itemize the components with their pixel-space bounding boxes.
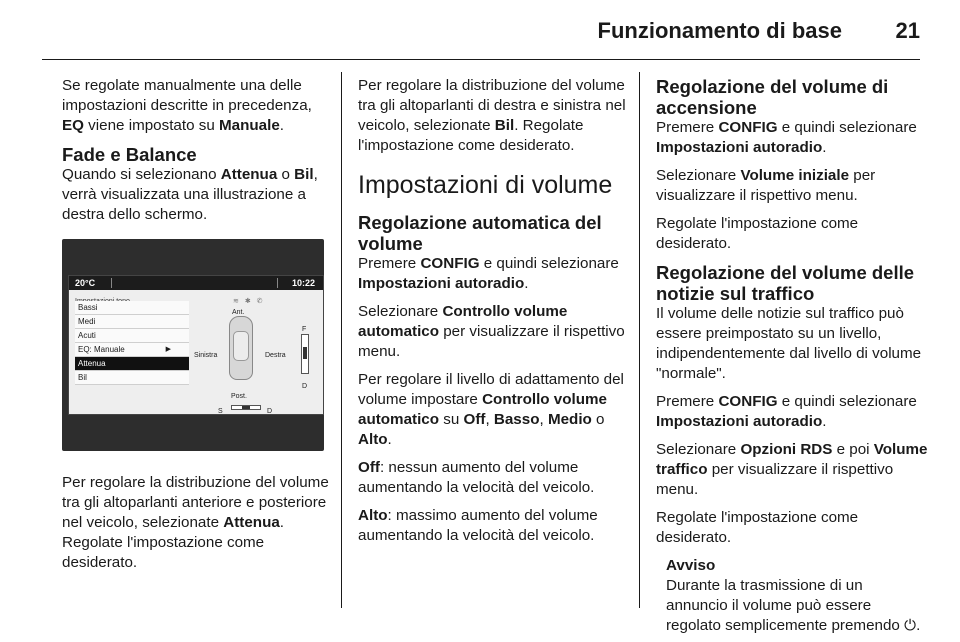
traffic-volume-intro: Il volume delle notizie sul traffico può essere preimpostato su un livello, indipendentemente dal livello di volume "normale". [656, 305, 922, 382]
fade-balance-heading: Fade e Balance [62, 144, 197, 165]
infotainment-screen [68, 275, 324, 415]
car-cabin [233, 331, 249, 361]
fade-slider-knob[interactable] [303, 347, 307, 359]
auto-volume-off: Off: nessun aumento del volume aumentando la velocità del veicolo. [358, 459, 595, 496]
label-rear: Post. [231, 393, 247, 400]
menu-item[interactable]: Medi [75, 315, 189, 329]
fade-paragraph: Quando si selezionano Attenua o Bil, verrà visualizzata una illustrazione a destra dello schermo. [62, 166, 318, 223]
section-heading: Impostazioni di volume [358, 171, 613, 199]
on-volume-step-3: Regolate l'impostazione come desiderato. [656, 215, 859, 252]
traffic-volume-heading: Regolazione del volume delle notizie sul traffico [656, 262, 915, 304]
label-right: Destra [265, 352, 286, 359]
attenua-paragraph: Per regolare la distribuzione del volume tra gli altoparlanti anteriore e posteriore nel veicolo, selezionate Attenua. Regolate l'impostazione come desiderato. [62, 474, 329, 571]
menu-item[interactable]: Attenua [75, 357, 189, 371]
fade-balance-screenshot [62, 239, 324, 451]
label-left: Sinistra [194, 352, 218, 359]
fade-slider[interactable] [301, 334, 309, 374]
tone-settings-menu [75, 301, 189, 385]
menu-item[interactable]: Acuti [75, 329, 189, 343]
status-separator [277, 278, 278, 288]
column-divider-1 [341, 72, 342, 608]
column-3 [656, 76, 928, 636]
balance-slider-knob[interactable] [242, 406, 250, 409]
header-divider [42, 59, 920, 60]
auto-volume-step-2: Selezionare Controllo volume automatico per visualizzare il rispettivo menu. [358, 303, 625, 360]
status-bar [69, 276, 323, 290]
balance-paragraph: Per regolare la distribuzione del volume tra gli altoparlanti di destra e sinistra nel veicolo, selezionate Bil. Regolate l'impostazione come desiderato. [358, 77, 626, 154]
page-number: 21 [895, 18, 920, 43]
label-front: Ant. [232, 309, 245, 316]
balance-slider[interactable] [231, 405, 261, 410]
label-balance-right: D [267, 408, 273, 415]
bluetooth-icon: ✱ [244, 298, 253, 305]
label-fade-rear: D [302, 383, 308, 390]
auto-volume-step-3: Per regolare il livello di adattamento del volume impostare Controllo volume automatico su Off, Basso, Medio o Alto. [358, 371, 624, 448]
signal-icon: ≋ [233, 298, 241, 305]
auto-volume-step-1: Premere CONFIG e quindi selezionare Impostazioni autoradio. [358, 255, 619, 292]
traffic-volume-step-1: Premere CONFIG e quindi selezionare Impostazioni autoradio. [656, 393, 917, 430]
temperature-readout: 20°C [75, 278, 96, 288]
column-2 [358, 76, 626, 554]
column-divider-2 [639, 72, 640, 608]
car-top-view-icon [229, 316, 253, 380]
power-knob-icon: ⏻ [904, 617, 917, 634]
menu-item[interactable]: Bassi [75, 301, 189, 315]
note-block [666, 556, 928, 636]
phone-icon: ✆ [256, 298, 265, 305]
auto-volume-heading: Regolazione automatica del volume [358, 212, 602, 254]
menu-item[interactable]: Bil [75, 371, 189, 385]
status-separator [111, 278, 112, 288]
traffic-volume-step-3: Regolate l'impostazione come desiderato. [656, 509, 859, 546]
intro-paragraph: Se regolate manualmente una delle impostazioni descritte in precedenza, EQ viene impostato su Manuale. [62, 77, 312, 134]
clock-readout: 10:22 [291, 278, 315, 288]
label-fade-front: F [302, 326, 307, 333]
column-1 [62, 76, 334, 581]
note-text: Durante la trasmissione di un annuncio il volume può essere regolato semplicemente premendo ⏻. [666, 577, 921, 634]
label-balance-left: S [218, 408, 223, 415]
on-volume-step-2: Selezionare Volume iniziale per visualizzare il rispettivo menu. [656, 167, 876, 204]
page-header [0, 0, 960, 60]
note-title: Avviso [666, 557, 716, 574]
submenu-arrow-icon: ▶ [165, 346, 171, 353]
traffic-volume-step-2: Selezionare Opzioni RDS e poi Volume traffico per visualizzare il rispettivo menu. [656, 441, 928, 498]
auto-volume-alto: Alto: massimo aumento del volume aumentando la velocità del veicolo. [358, 507, 598, 544]
on-volume-heading: Regolazione del volume di accensione [656, 76, 889, 118]
page-title: Funzionamento di base [597, 18, 842, 43]
on-volume-step-1: Premere CONFIG e quindi selezionare Impostazioni autoradio. [656, 119, 917, 156]
menu-item[interactable]: EQ: Manuale ▶ [75, 343, 189, 357]
